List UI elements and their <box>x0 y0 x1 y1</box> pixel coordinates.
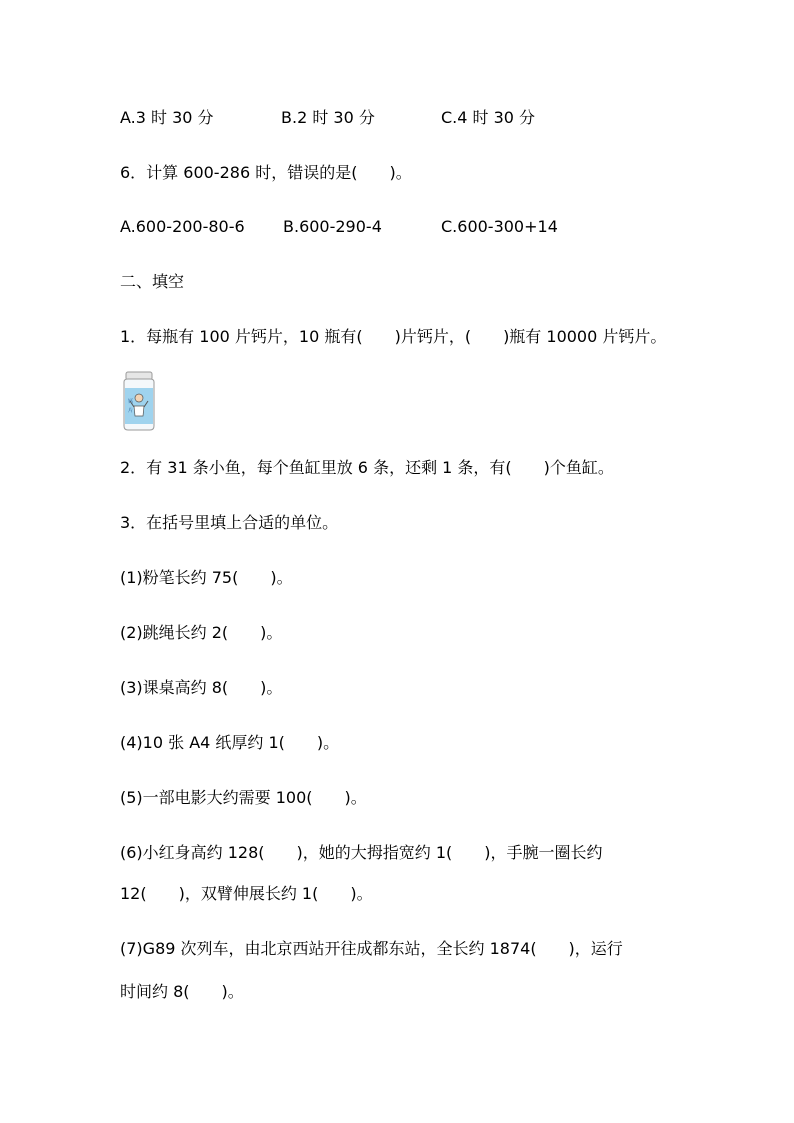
fill-q3-item: (1)粉笔长约 75( )。 <box>120 568 293 587</box>
q5-choice-a: A.3 时 30 分 <box>120 108 214 127</box>
fill-q3: 3．在括号里填上合适的单位。 <box>120 513 339 532</box>
fill-q3-item-cont: 时间约 8( )。 <box>120 982 244 1001</box>
q5-choice-c: C.4 时 30 分 <box>441 108 536 127</box>
fill-q3-item: (3)课桌高约 8( )。 <box>120 678 283 697</box>
q5-choice-b: B.2 时 30 分 <box>281 108 375 127</box>
fill-q3-item: (5)一部电影大约需要 100( )。 <box>120 788 367 807</box>
q6-choice-c: C.600-300+14 <box>441 217 558 236</box>
svg-text:钙: 钙 <box>128 399 134 405</box>
calcium-bottle-icon <box>119 370 159 432</box>
fill-q3-item-cont: 12( )，双臂伸展长约 1( )。 <box>120 884 373 903</box>
q6-choice-a: A.600-200-80-6 <box>120 217 245 236</box>
fill-q3-item: (7)G89 次列车，由北京西站开往成都东站，全长约 1874( )，运行 <box>120 939 623 958</box>
section-heading: 二、填空 <box>120 272 185 291</box>
fill-q1: 1．每瓶有 100 片钙片，10 瓶有( )片钙片，( )瓶有 10000 片钙片。 <box>120 327 667 346</box>
q6-choice-b: B.600-290-4 <box>283 217 382 236</box>
q6-stem: 6．计算 600-286 时，错误的是( )。 <box>120 163 412 182</box>
svg-text:片: 片 <box>128 408 134 414</box>
fill-q2: 2．有 31 条小鱼，每个鱼缸里放 6 条，还剩 1 条，有( )个鱼缸。 <box>120 458 614 477</box>
fill-q3-item: (6)小红身高约 128( )，她的大拇指宽约 1( )，手腕一圈长约 <box>120 843 603 862</box>
fill-q3-item: (2)跳绳长约 2( )。 <box>120 623 283 642</box>
fill-q3-item: (4)10 张 A4 纸厚约 1( )。 <box>120 733 340 752</box>
